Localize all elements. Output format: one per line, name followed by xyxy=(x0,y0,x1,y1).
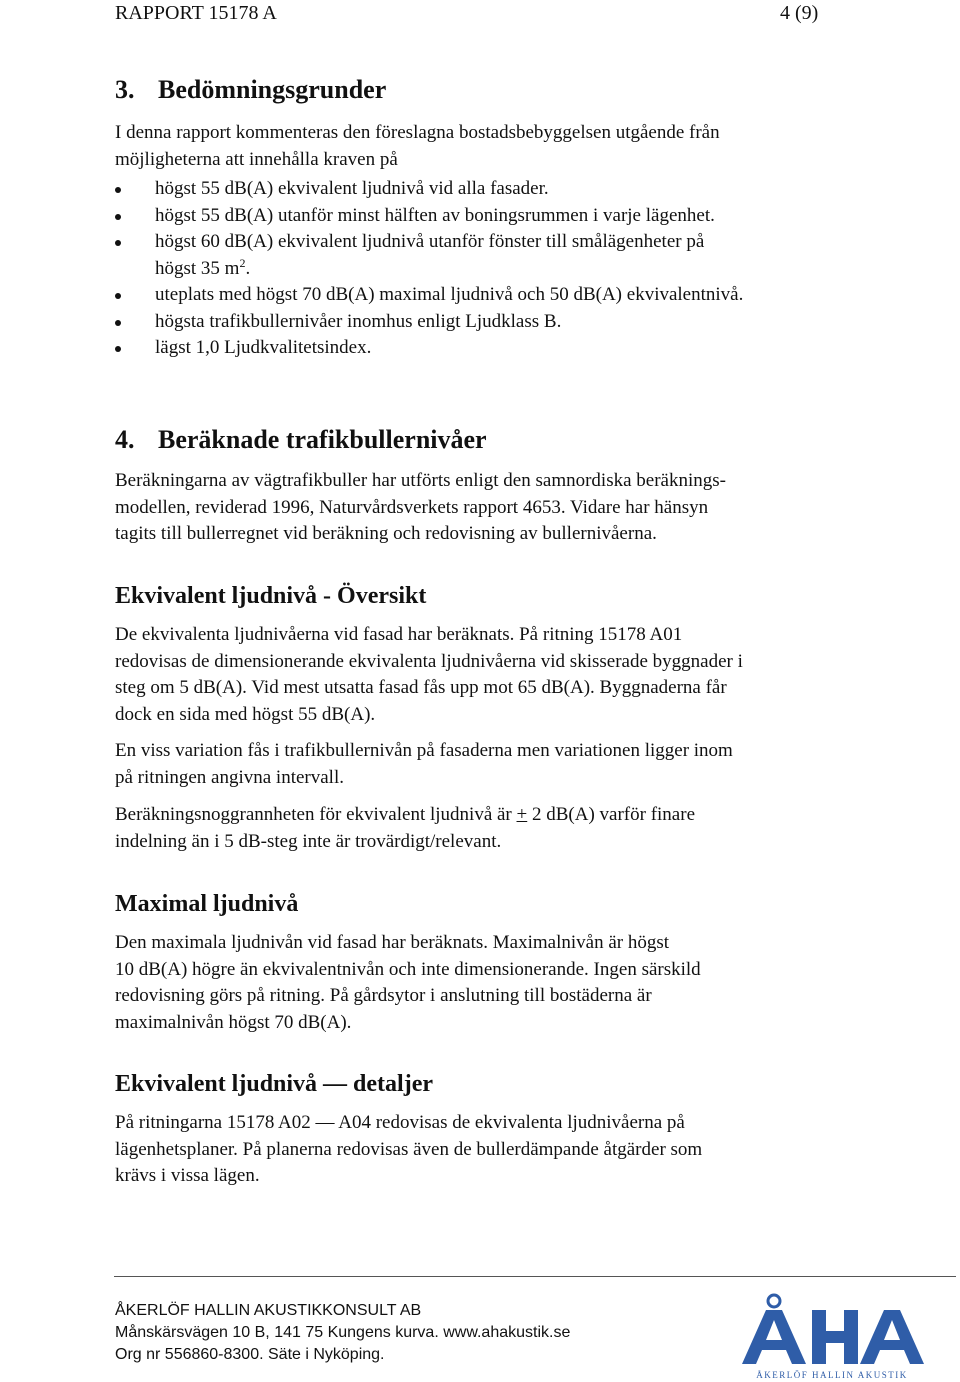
list-item xyxy=(115,229,855,282)
text-line: redovisas de dimensionerande ekvivalenta ljudnivåerna vid skisserade byggnader i xyxy=(115,650,743,672)
bullet-icon xyxy=(115,240,121,246)
section-3-intro xyxy=(115,120,855,173)
section-3-heading xyxy=(115,74,386,106)
text-line: Beräkningarna av vägtrafikbuller har utförts enligt den samnordiska beräknings- xyxy=(115,470,726,491)
report-number: RAPPORT 15178 A xyxy=(115,2,277,24)
subheading-equivalent-details: Ekvivalent ljudnivå — detaljer xyxy=(115,1071,434,1097)
list-item-text: högst 55 dB(A) utanför minst hälften av boningsrummen i varje lägenhet. xyxy=(155,204,715,226)
list-item-text: högsta trafikbullernivåer inomhus enligt Ljudklass B. xyxy=(155,310,562,332)
section-number: 4. xyxy=(115,425,135,454)
paragraph xyxy=(115,622,855,728)
subheading-maximal-level: Maximal ljudnivå xyxy=(115,891,299,917)
org-number: Org nr 556860-8300. Säte i Nyköping. xyxy=(115,1346,385,1363)
text-line: lägenhetsplaner. På planerna redovisas även de bullerdämpande åtgärder som xyxy=(115,1138,703,1160)
text-line: modellen, reviderad 1996, Naturvårdsverkets rapport 4653. Vidare har hänsyn xyxy=(115,496,709,518)
section-number: 3. xyxy=(115,75,135,104)
page-number: 4 (9) xyxy=(780,2,819,24)
bullet-icon xyxy=(115,187,121,193)
text-line: steg om 5 dB(A). Vid mest utsatta fasad fås upp mot 65 dB(A). Byggnaderna får xyxy=(115,677,727,698)
text-line: indelning än i 5 dB-steg inte är trovärdigt/relevant. xyxy=(115,830,502,852)
plus-minus-sign: + xyxy=(516,804,528,825)
footer-info xyxy=(115,1300,570,1366)
list-item xyxy=(115,309,855,336)
text-line: Beräkningsnoggrannheten för ekvivalent ljudnivå är xyxy=(115,804,517,825)
subheading-equivalent-overview: Ekvivalent ljudnivå - Översikt xyxy=(115,583,427,609)
list-item xyxy=(115,203,855,230)
list-item-text: högst 60 dB(A) ekvivalent ljudnivå utanför fönster till smålägenheter på xyxy=(155,231,705,252)
section-title: Bedömningsgrunder xyxy=(158,75,387,104)
text-line: maximalnivån högst 70 dB(A). xyxy=(115,1011,352,1033)
list-item-text: lägst 1,0 Ljudkvalitetsindex. xyxy=(155,337,372,358)
company-name: ÅKERLÖF HALLIN AKUSTIKKONSULT AB xyxy=(115,1302,422,1319)
text-line: möjligheterna att innehålla kraven på xyxy=(115,148,398,170)
text-line: 2 dB(A) varför finare xyxy=(527,804,695,825)
text-line: En viss variation fås i trafikbullernivån på fasaderna men variationen ligger inom xyxy=(115,740,733,761)
paragraph xyxy=(115,1110,855,1190)
text-line: redovisning görs på ritning. På gårdsytor i anslutning till bostäderna är xyxy=(115,985,652,1006)
bullet-icon xyxy=(115,214,121,220)
text-line: Den maximala ljudnivån vid fasad har beräknats. Maximalnivån är högst xyxy=(115,932,670,953)
paragraph xyxy=(115,930,855,1036)
text-line: dock en sida med högst 55 dB(A). xyxy=(115,703,376,725)
text-line: krävs i vissa lägen. xyxy=(115,1165,260,1186)
company-logo xyxy=(732,1292,932,1382)
section-4-paragraph xyxy=(115,468,855,548)
footer-divider xyxy=(114,1276,956,1277)
logo-wordmark: ÅKERLÖF HALLIN AKUSTIK xyxy=(756,1370,908,1380)
text-line: De ekvivalenta ljudnivåerna vid fasad har beräknats. På ritning 15178 A01 xyxy=(115,624,683,645)
list-item-text: uteplats med högst 70 dB(A) maximal ljudnivå och 50 dB(A) ekvivalentnivå. xyxy=(155,284,744,305)
logo-letter-h-bar xyxy=(812,1331,858,1343)
requirements-list xyxy=(115,176,855,362)
company-address: Månskärsvägen 10 B, 141 75 Kungens kurva. www.ahakustik.se xyxy=(115,1324,571,1341)
section-4-heading xyxy=(115,424,487,456)
bullet-icon xyxy=(115,293,121,299)
bullet-icon xyxy=(115,320,121,326)
list-item-text: högst 55 dB(A) ekvivalent ljudnivå vid alla fasader. xyxy=(155,178,549,199)
text-line: tagits till bullerregnet vid beräkning och redovisning av bullernivåerna. xyxy=(115,523,657,544)
list-item xyxy=(115,176,855,203)
paragraph xyxy=(115,802,855,855)
text-line: 10 dB(A) högre än ekvivalentnivån och inte dimensionerande. Ingen särskild xyxy=(115,958,701,980)
list-item-text: högst 35 m xyxy=(155,257,240,279)
text-line: I denna rapport kommenteras den föreslagna bostadsbebyggelsen utgående från xyxy=(115,122,720,143)
text-line: på ritningen angivna intervall. xyxy=(115,766,344,788)
bullet-icon xyxy=(115,346,121,352)
text-line: På ritningarna 15178 A02 — A04 redovisas de ekvivalenta ljudnivåerna på xyxy=(115,1112,685,1133)
superscript: 2 xyxy=(239,255,246,270)
logo-ring xyxy=(768,1295,780,1307)
list-item xyxy=(115,282,855,309)
paragraph xyxy=(115,738,855,791)
section-title: Beräknade trafikbullernivåer xyxy=(158,425,487,454)
list-item xyxy=(115,335,855,362)
list-item-text: . xyxy=(245,257,251,279)
